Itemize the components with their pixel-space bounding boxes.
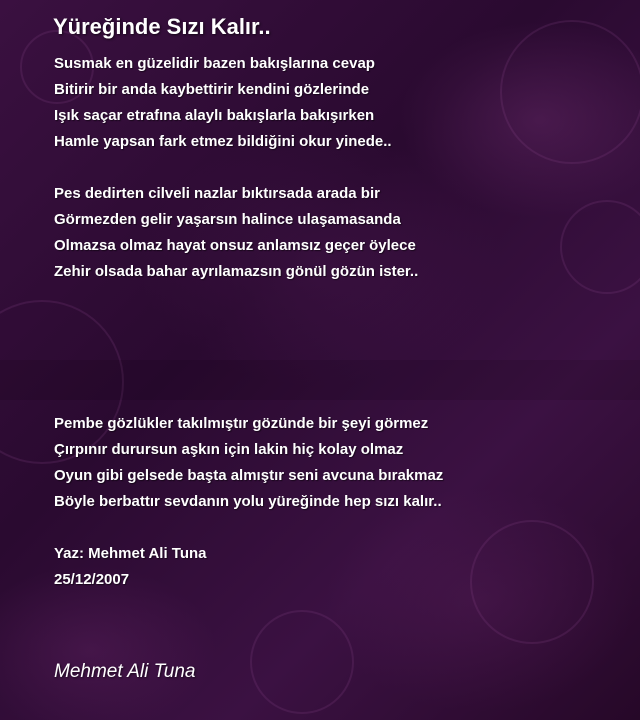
background-ornament <box>250 610 354 714</box>
author-name: Mehmet Ali Tuna <box>54 661 196 682</box>
poem-line: Susmak en güzelidir bazen bakışlarına cevap <box>54 55 375 72</box>
poem-line: Zehir olsada bahar ayrılamazsın gönül gözün ister.. <box>54 263 419 280</box>
stanza-3 <box>54 411 443 515</box>
poem-date: 25/12/2007 <box>54 571 130 588</box>
poem-line: Çırpınır durursun aşkın için lakin hiç kolay olmaz <box>54 441 404 458</box>
poem-line: Hamle yapsan fark etmez bildiğini okur yinede.. <box>54 133 392 150</box>
poem-line: Oyun gibi gelsede başta almıştır seni avcuna bırakmaz <box>54 467 444 484</box>
poem-title: Yüreğinde Sızı Kalır.. <box>53 14 271 39</box>
poem-line: Görmezden gelir yaşarsın halince ulaşamasanda <box>54 211 401 228</box>
stanza-1 <box>54 51 392 155</box>
byline: Yaz: Mehmet Ali Tuna <box>54 545 207 562</box>
poem-line: Böyle berbattır sevdanın yolu yüreğinde hep sızı kalır.. <box>54 493 442 510</box>
signature <box>54 541 207 593</box>
stanza-2 <box>54 181 418 285</box>
poem-line: Pes dedirten cilveli nazlar bıktırsada arada bir <box>54 185 380 202</box>
background-ornament <box>560 200 640 294</box>
background-band <box>0 360 640 400</box>
background-ornament <box>470 520 594 644</box>
background-ornament <box>500 20 640 164</box>
poem-line: Bitirir bir anda kaybettirir kendini gözlerinde <box>54 81 370 98</box>
poem-line: Olmazsa olmaz hayat onsuz anlamsız geçer öylece <box>54 237 416 254</box>
poem-line: Pembe gözlükler takılmıştır gözünde bir şeyi görmez <box>54 415 429 432</box>
poem-line: Işık saçar etrafına alaylı bakışlarla bakışırken <box>54 107 375 124</box>
